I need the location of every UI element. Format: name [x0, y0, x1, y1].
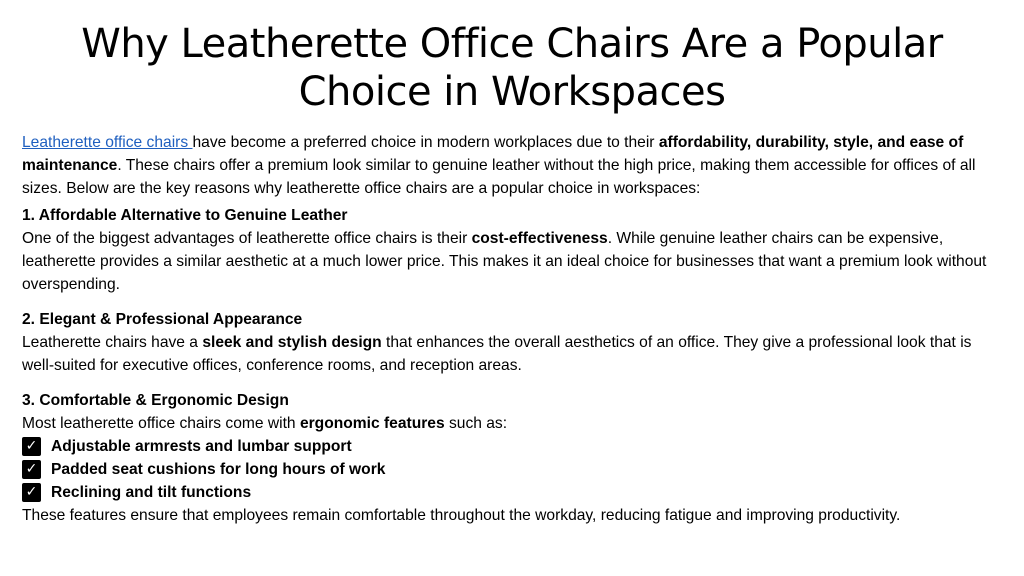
check-mark-icon: ✓: [22, 483, 41, 502]
closing-paragraph: These features ensure that employees remain comfortable throughout the workday, reducing fatigue and improving productivity.: [22, 507, 901, 524]
section-paragraph: [22, 227, 1002, 296]
intro-bold: affordability, durability, style, and ease of maintenance: [22, 134, 964, 174]
section-heading: 3. Comfortable & Ergonomic Design: [22, 392, 289, 409]
checklist-label: Adjustable armrests and lumbar support: [51, 438, 352, 455]
section-text-2: that enhances the overall aesthetics of an office. They give a professional look that is well-suited for executive offices, conference rooms, and reception areas.: [22, 334, 972, 374]
section-bold: sleek and stylish design: [202, 334, 382, 351]
check-mark-icon: ✓: [22, 437, 41, 456]
section-text-1: Most leatherette office chairs come with: [22, 415, 300, 432]
article-body: [22, 131, 1002, 539]
section-bold: cost-effectiveness: [471, 230, 608, 247]
section-heading: 1. Affordable Alternative to Genuine Leather: [22, 207, 348, 224]
checklist-label: Reclining and tilt functions: [51, 484, 252, 501]
section-text-1: One of the biggest advantages of leatherette office chairs is their: [22, 230, 472, 247]
checklist-item: [22, 481, 1002, 504]
intro-paragraph: [22, 131, 1002, 200]
section-text-1: Leatherette chairs have a: [22, 334, 203, 351]
section-paragraph: [22, 331, 1002, 377]
section-paragraph: [22, 412, 1002, 435]
section-text-2: such as:: [444, 415, 508, 432]
section-text-2: . While genuine leather chairs can be expensive, leatherette provides a similar aesthetic at a much lower price. This makes it an ideal choice for businesses that want a premium look without overspending.: [22, 230, 987, 293]
section-ergonomic: [22, 389, 1002, 527]
check-mark-icon: ✓: [22, 460, 41, 479]
section-heading: 2. Elegant & Professional Appearance: [22, 311, 303, 328]
leatherette-office-chairs-link[interactable]: Leatherette office chairs: [22, 134, 193, 151]
intro-text-2: . These chairs offer a premium look similar to genuine leather without the high price, making them accessible for offices of all sizes. Below are the key reasons why leatherette office chairs are a popular choice in workspaces:: [22, 157, 976, 197]
section-appearance: [22, 308, 1002, 377]
section-affordable: [22, 204, 1002, 296]
checklist-item: [22, 458, 1002, 481]
checklist-item: [22, 435, 1002, 458]
page-title: Why Leatherette Office Chairs Are a Popular Choice in Workspaces: [81, 21, 943, 115]
section-bold: ergonomic features: [299, 415, 445, 432]
checklist-label: Padded seat cushions for long hours of work: [51, 461, 386, 478]
intro-text-1: have become a preferred choice in modern workplaces due to their: [192, 134, 659, 151]
